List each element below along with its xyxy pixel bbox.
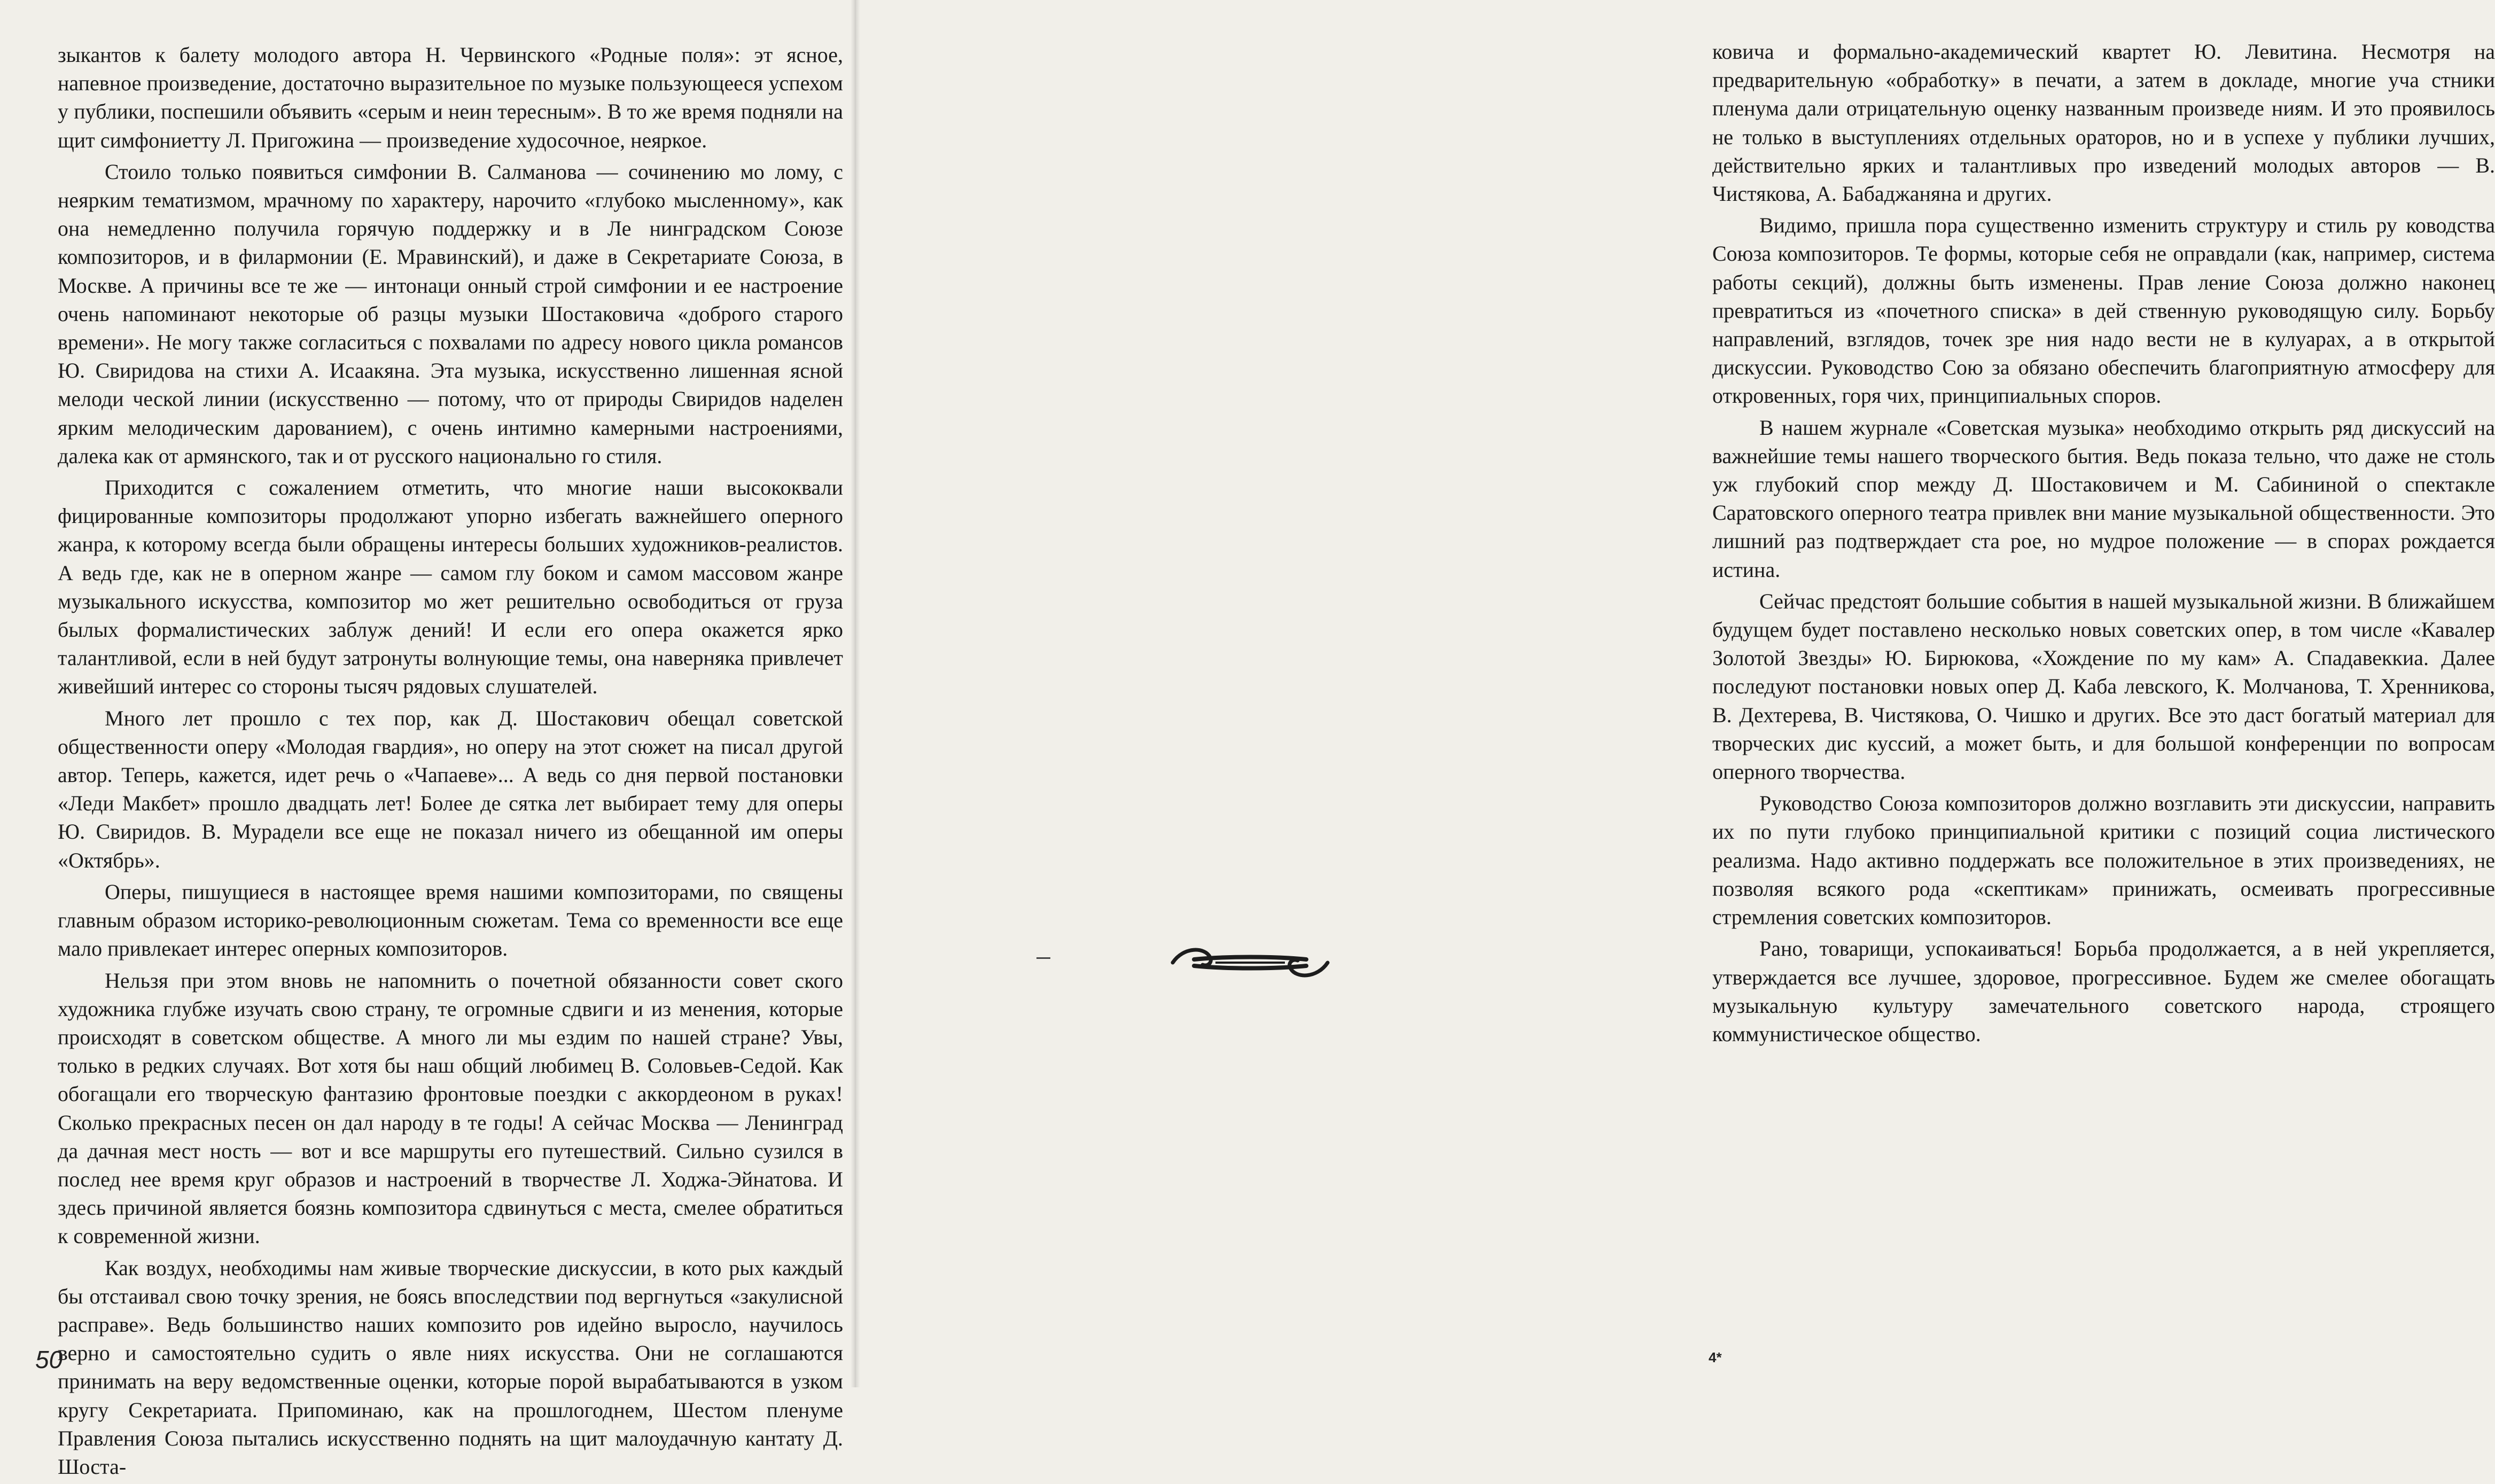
decorative-scroll-ornament-icon: [1162, 941, 1338, 984]
left-text-column: [58, 41, 843, 1484]
signature-mark: 4*: [1709, 1349, 1722, 1365]
right-text-column: [1712, 37, 2495, 1051]
left-page: [0, 0, 855, 1479]
paragraph: зыкантов к балету молодого автора Н. Червинского «Родные поля»: эт ясное, напевное произведение, достаточно выразительное по музыке пользующееся успехом у публики, поспешили объявить «серым и неин тересным». В то же время подняли на щит симфониетту Л. Пригожина — произведение худосочное, неяркое.: [58, 43, 843, 152]
paragraph: Видимо, пришла пора существенно изменить структуру и стиль ру ководства Союза композиторов. Те формы, которые себя не оправдали (как, например, система работы секций), должны быть изменены. Прав ление Союза должно наконец превратиться из «почетного списка» в дей ственную руководящую силу. Борьбу направлений, взглядов, точек зре ния надо вести не в кулуарах, а в открытой дискуссии. Руководство Сою за обязано обеспечить благоприятную атмосферу для откровенных, горя чих, принципиальных споров.: [1712, 213, 2495, 408]
paragraph: В нашем журнале «Советская музыка» необходимо открыть ряд дискуссий на важнейшие темы нашего творческого бытия. Ведь показа тельно, что даже не столь уж глубокий спор между Д. Шостаковичем и М. Сабининой о спектакле Саратовского оперного театра привлек вни мание музыкальной общественности. Это лишний раз подтверждает ста рое, но мудрое положение — в спорах рождается истина.: [1712, 415, 2495, 582]
paragraph: Рано, товарищи, успокаиваться! Борьба продолжается, а в ней укрепляется, утверждается все лучшее, здоровое, прогрессивное. Будем же смелее обогащать музыкальную культуру замечательного советского народа, строящего коммунистическое общество.: [1712, 936, 2495, 1046]
right-page: [855, 0, 2495, 1387]
paragraph: Много лет прошло с тех пор, как Д. Шостакович обещал советской общественности оперу «Молодая гвардия», но оперу на этот сюжет на писал другой автор. Теперь, кажется, идет речь о «Чапаеве»... А ведь со дня первой постановки «Леди Макбет» прошло двадцать лет! Более де сятка лет выбирает тему для оперы Ю. Свиридов. В. Мурадели все еще не показал ничего из обещанной им оперы «Октябрь».: [58, 706, 843, 872]
paragraph: ковича и формально-академический квартет Ю. Левитина. Несмотря на предварительную «обработку» в печати, а затем в докладе, многие уча стники пленума дали отрицательную оценку названным произведе ниям. И это проявилось не только в выступлениях отдельных ораторов, но и в успехе у публики лучших, действительно ярких и талантливых про изведений молодых авторов — В. Чистякова, А. Бабаджаняна и других.: [1712, 40, 2495, 206]
paragraph: Оперы, пишущиеся в настоящее время нашими композиторами, по священы главным образом историко-революционным сюжетам. Тема со временности все еще мало привлекает интерес оперных композиторов.: [58, 879, 843, 961]
paragraph: Приходится с сожалением отметить, что многие наши высококвали фицированные композиторы продолжают упорно избегать важнейшего оперного жанра, к которому всегда были обращены интересы больших художников-реалистов. А ведь где, как не в оперном жанре — самом глу боком и самом массовом жанре музыкального искусства, композитор мо жет решительно освободиться от груза былых формалистических заблуж дений! И если его опера окажется ярко талантливой, если в ней будут затронуты волнующие темы, она наверняка привлечет живейший интерес со стороны тысяч рядовых слушателей.: [58, 475, 843, 699]
paragraph: Стоило только появиться симфонии В. Салманова — сочинению мо лому, с неярким тематизмом, мрачному по характеру, нарочито «глубоко мысленному», как она немедленно получила горячую поддержку и в Ле нинградском Союзе композиторов, и в филармонии (Е. Мравинский), и даже в Секретариате Союза, в Москве. А причины все те же — интонаци онный строй симфонии и ее настроение очень напоминают некоторые об разцы музыки Шостаковича «доброго старого времени». Не могу также согласиться с похвалами по адресу нового цикла романсов Ю. Свиридова на стихи А. Исаакяна. Эта музыка, искусственно лишенная ясной мелоди ческой линии (искусственно — потому, что от природы Свиридов наделен ярким мелодическим дарованием), с очень интимно камерными настроениями, далека как от армянского, так и от русского национально го стиля.: [58, 159, 843, 468]
paragraph: Руководство Союза композиторов должно возглавить эти дискуссии, направить их по пути глубоко принципиальной критики с позиций социа листического реализма. Надо активно поддержать все положительное в этих произведениях, не позволяя всякого рода «скептикам» принижать, осмеивать прогрессивные стремления советских композиторов.: [1712, 791, 2495, 930]
page-number: 50: [35, 1346, 63, 1373]
stray-print-mark: [1036, 957, 1050, 959]
paragraph: Нельзя при этом вновь не напомнить о почетной обязанности совет ского художника глубже изучать свою страну, те огромные сдвиги и из менения, которые происходят в советском обществе. А много ли мы ездим по нашей стране? Увы, только в редких случаях. Вот хотя бы наш общий любимец В. Соловьев-Седой. Как обогащали его творческую фантазию фронтовые поездки с аккордеоном в руках! Сколько прекрасных песен он дал народу в те годы! А сейчас Москва — Ленинград да дачная мест ность — вот и все маршруты его путешествий. Сильно сузился в послед нее время круг образов и настроений в творчестве Л. Ходжа-Эйнатова. И здесь причиной является боязнь композитора сдвинуться с места, смелее обратиться к современной жизни.: [58, 968, 843, 1248]
paragraph: Сейчас предстоят большие события в нашей музыкальной жизни. В ближайшем будущем будет поставлено несколько новых советских опер, в том числе «Кавалер Золотой Звезды» Ю. Бирюкова, «Хождение по му кам» А. Спадавеккиа. Далее последуют постановки новых опер Д. Каба левского, К. Молчанова, Т. Хренникова, В. Дехтерева, В. Чистякова, О. Чишко и других. Все это даст богатый материал для творческих дис куссий, а может быть, и для большой конференции по вопросам оперного творчества.: [1712, 589, 2495, 784]
paragraph: Как воздух, необходимы нам живые творческие дискуссии, в кото рых каждый бы отстаивал свою точку зрения, не боясь впоследствии под вергнуться «закулисной расправе». Ведь большинство наших композито ров идейно выросло, научилось верно и самостоятельно судить о явле ниях искусства. Они не соглашаются принимать на веру ведомственные оценки, которые порой вырабатываются в узком кругу Секретариата. Припоминаю, как на прошлогоднем, Шестом пленуме Правления Союза пытались искусственно поднять на щит малоудачную кантату Д. Шоста-: [58, 1255, 843, 1479]
